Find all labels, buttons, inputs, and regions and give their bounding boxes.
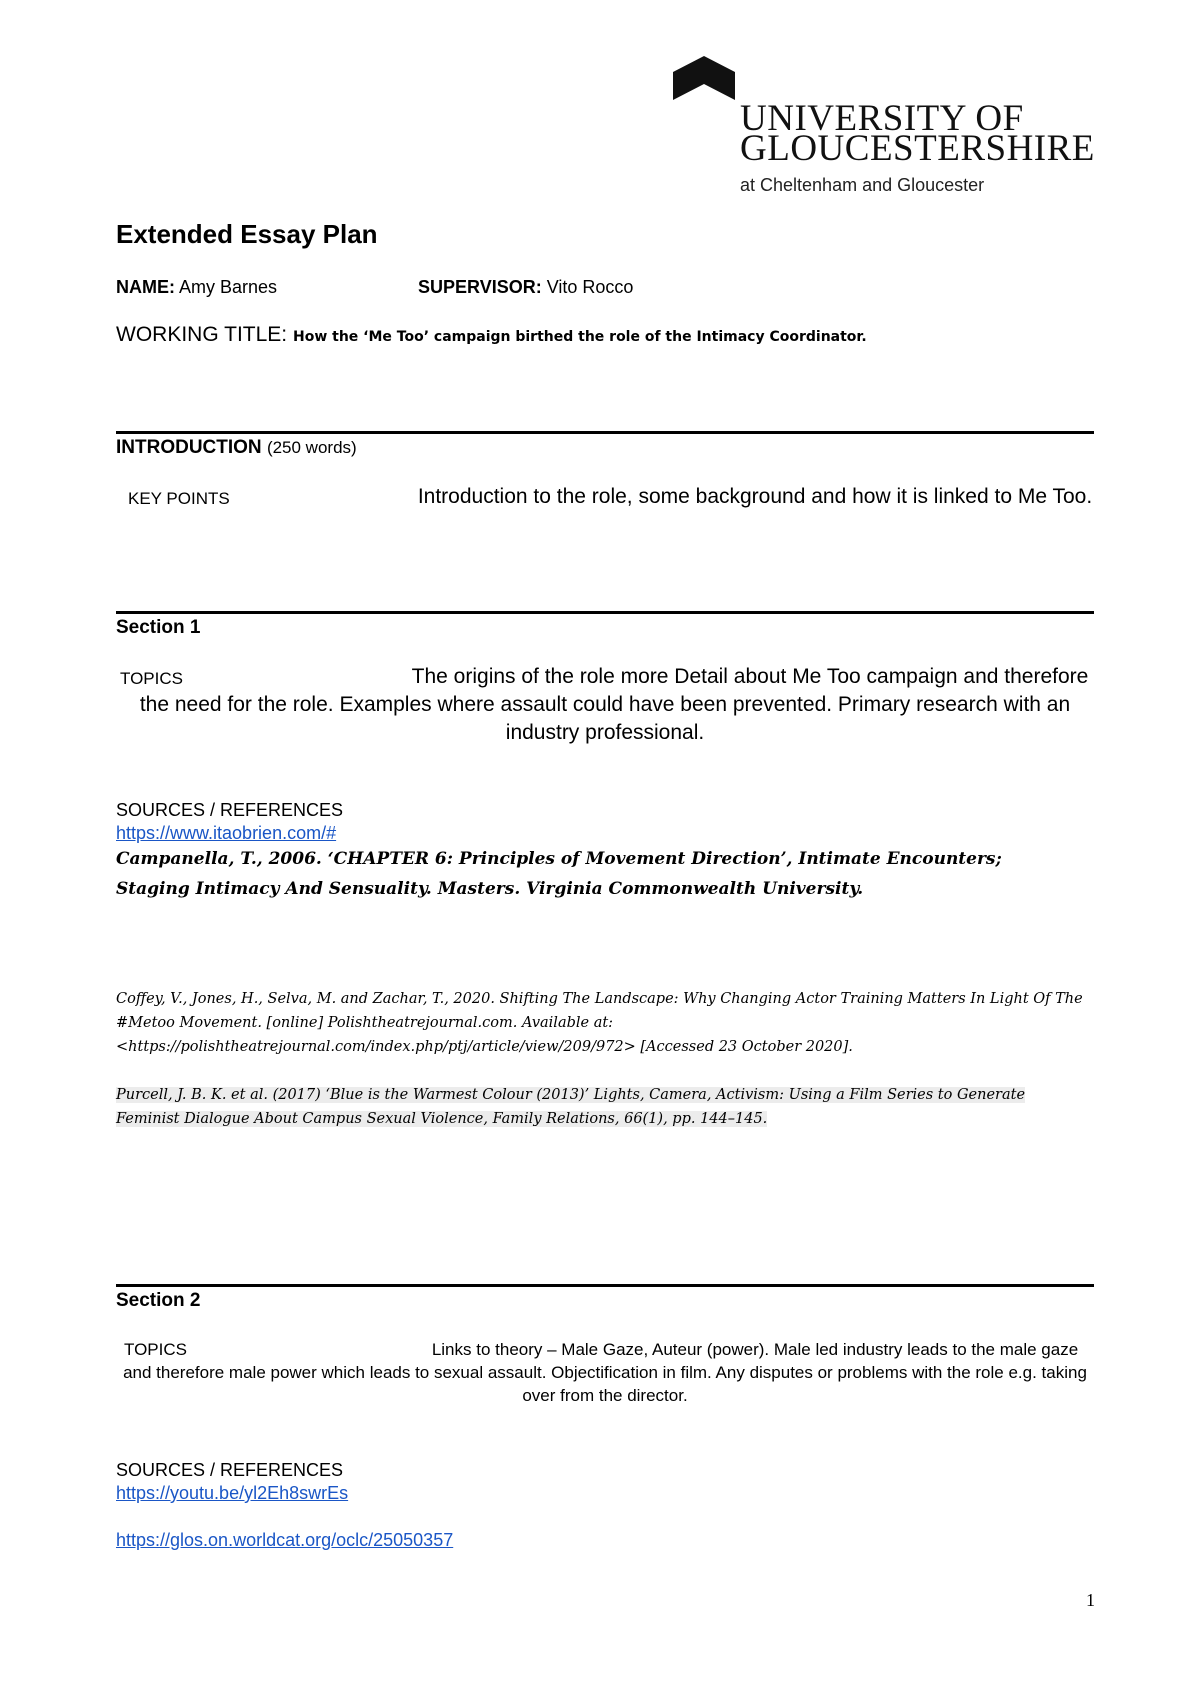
- university-logo-chevron-icon: [673, 56, 735, 100]
- name-field: [116, 277, 277, 298]
- section1-topics-text: The origins of the role more Detail about Me Too campaign and therefore the need for the role. Examples where assault could have been prevented. Primary research with an industry professional.: [139, 665, 1089, 744]
- divider-rule: [116, 431, 1094, 434]
- section1-reference-purcell-text: Purcell, J. B. K. et al. (2017) ‘Blue is the Warmest Colour (2013)’ Lights, Camera, Activism: Using a Film Series to Generate Feminist Dialogue About Campus Sexual Violence, Family Relations, 66(1), pp. 144–145.: [116, 1087, 1026, 1127]
- section2-topics-text: Links to theory – Male Gaze, Auteur (power). Male led industry leads to the male gaze and therefore male power which leads to sexual assault. Objectification in film. Any disputes or problems with the role e.g. taking over from the director.: [123, 1340, 1087, 1405]
- working-title-field: [116, 323, 867, 347]
- section1-reference-purcell: [116, 1083, 1056, 1131]
- working-title-value: How the ‘Me Too’ campaign birthed the role of the Intimacy Coordinator.: [292, 329, 867, 345]
- section2-worldcat-link[interactable]: https://glos.on.worldcat.org/oclc/25050357: [116, 1530, 454, 1550]
- logo-text-line1: UNIVERSITY OF: [740, 98, 1024, 139]
- logo-subtitle: at Cheltenham and Gloucester: [740, 175, 985, 195]
- name-value: Amy Barnes: [179, 277, 278, 297]
- working-title-label: WORKING TITLE:: [116, 323, 288, 346]
- introduction-word-count: (250 words): [266, 438, 357, 457]
- supervisor-value: Vito Rocco: [546, 277, 634, 297]
- section2-youtube-link[interactable]: https://youtu.be/yl2Eh8swrEs: [116, 1483, 349, 1503]
- introduction-heading-text: INTRODUCTION: [116, 437, 262, 458]
- section1-reference-coffey: Coffey, V., Jones, H., Selva, M. and Zachar, T., 2020. Shifting The Landscape: Why Changing Actor Training Matters In Light Of The #Metoo Movement. [online] Polishtheatrejournal.com. Available at: <https://polishtheatrejournal.com/index.php/ptj/article/view/209/972> [Accessed 23 October 2020].: [116, 991, 1083, 1055]
- supervisor-field: [418, 277, 633, 298]
- supervisor-label: SUPERVISOR:: [418, 277, 542, 297]
- section2-sources-label: SOURCES / REFERENCES: [116, 1460, 344, 1480]
- section1-topics-label: TOPICS: [120, 669, 183, 688]
- section1-heading: Section 1: [116, 617, 201, 638]
- document-title: Extended Essay Plan: [116, 219, 378, 249]
- section1-sources-label: SOURCES / REFERENCES: [116, 800, 344, 820]
- page-number: 1: [1086, 1590, 1095, 1610]
- introduction-heading: [116, 437, 357, 459]
- section1-reference-link[interactable]: https://www.itaobrien.com/#: [116, 823, 337, 843]
- introduction-text: Introduction to the role, some background and how it is linked to Me Too.: [417, 485, 1093, 508]
- section1-reference-campanella: Campanella, T., 2006. ‘CHAPTER 6: Principles of Movement Direction’, Intimate Encounters; Staging Intimacy And Sensuality. Masters. Virginia Commonwealth University.: [116, 849, 1002, 899]
- logo-text-line2: GLOUCESTERSHIRE: [740, 128, 1095, 169]
- divider-rule: [116, 1284, 1094, 1287]
- section2-heading: Section 2: [116, 1290, 201, 1311]
- section2-topics-label: TOPICS: [124, 1340, 187, 1359]
- divider-rule: [116, 611, 1094, 614]
- name-label: NAME:: [116, 277, 175, 297]
- key-points-label: KEY POINTS: [128, 489, 230, 508]
